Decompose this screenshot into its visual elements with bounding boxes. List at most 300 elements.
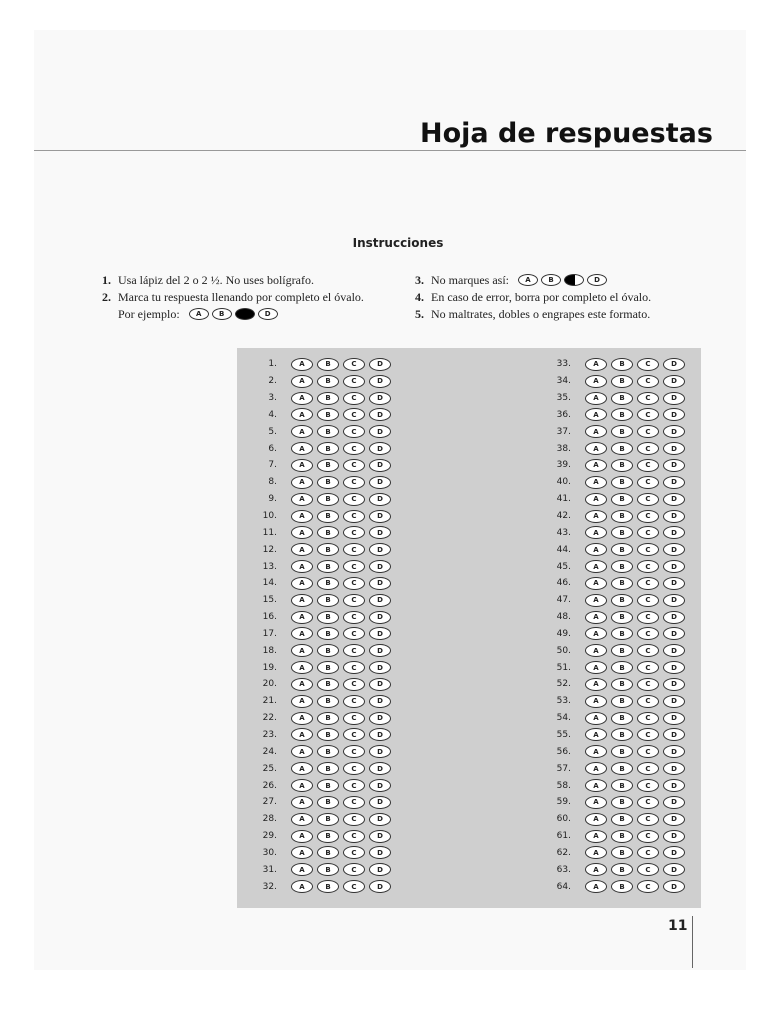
answer-bubble-d[interactable]: D: [663, 442, 685, 455]
answer-bubble-b[interactable]: B: [611, 560, 633, 573]
answer-bubble-d[interactable]: D: [663, 745, 685, 758]
question-row: [533, 811, 689, 828]
answer-bubble-c[interactable]: C: [343, 543, 365, 556]
answer-bubble-d[interactable]: D: [663, 728, 685, 741]
answer-bubble-d[interactable]: D: [369, 661, 391, 674]
answer-bubble-b[interactable]: B: [317, 476, 339, 489]
answer-bubble-b[interactable]: B: [317, 695, 339, 708]
answer-bubble-b[interactable]: B: [611, 712, 633, 725]
answer-bubble-a[interactable]: A: [291, 425, 313, 438]
answer-bubble-d[interactable]: D: [369, 408, 391, 421]
answer-bubble-a[interactable]: A: [291, 543, 313, 556]
answer-bubble-c[interactable]: C: [637, 863, 659, 876]
answer-bubble-c[interactable]: C: [637, 510, 659, 523]
question-row: [237, 693, 395, 710]
answer-bubble-b[interactable]: B: [317, 745, 339, 758]
answer-bubble-c[interactable]: C: [343, 510, 365, 523]
answer-bubble-d[interactable]: D: [663, 543, 685, 556]
question-number: 28.: [262, 814, 277, 825]
answer-bubble-a[interactable]: A: [291, 796, 313, 809]
question-row: [533, 878, 689, 895]
answer-bubble-b[interactable]: B: [317, 712, 339, 725]
answer-bubble-d[interactable]: D: [369, 779, 391, 792]
answer-bubble-d[interactable]: D: [663, 476, 685, 489]
answer-bubble-c[interactable]: C: [343, 358, 365, 371]
answer-bubble-d[interactable]: D: [663, 796, 685, 809]
answer-bubble-a[interactable]: A: [585, 695, 607, 708]
answer-bubble-b[interactable]: B: [611, 392, 633, 405]
question-row: [533, 474, 689, 491]
answer-bubble-c[interactable]: C: [637, 728, 659, 741]
answer-bubble-c[interactable]: C: [637, 846, 659, 859]
answer-bubble-a[interactable]: A: [585, 880, 607, 893]
answer-bubble-c[interactable]: C: [343, 846, 365, 859]
answer-bubble-b[interactable]: B: [611, 813, 633, 826]
answer-bubble-d[interactable]: D: [369, 796, 391, 809]
answer-bubble-c[interactable]: C: [343, 611, 365, 624]
answer-bubble-a[interactable]: A: [291, 813, 313, 826]
instruction-number: 2.: [102, 290, 111, 304]
answer-bubble-c[interactable]: C: [637, 880, 659, 893]
answer-bubble-d[interactable]: D: [663, 678, 685, 691]
answer-bubble-c[interactable]: C: [637, 779, 659, 792]
answer-bubble-d[interactable]: D: [663, 392, 685, 405]
answer-bubble-d[interactable]: D: [369, 611, 391, 624]
answer-bubble-d[interactable]: D: [369, 762, 391, 775]
answer-bubble-a[interactable]: A: [291, 358, 313, 371]
answer-bubble-d[interactable]: D: [663, 526, 685, 539]
answer-bubble-d[interactable]: D: [369, 560, 391, 573]
answer-bubble-d[interactable]: D: [663, 779, 685, 792]
answer-bubble-a[interactable]: A: [291, 830, 313, 843]
answer-bubble-a[interactable]: A: [291, 442, 313, 455]
answer-bubble-b[interactable]: B: [611, 830, 633, 843]
answer-bubble-a[interactable]: A: [291, 644, 313, 657]
question-number: 7.: [268, 460, 277, 471]
answer-bubble-b[interactable]: B: [611, 846, 633, 859]
answer-bubble-d[interactable]: D: [369, 543, 391, 556]
answer-bubble-d[interactable]: D: [369, 880, 391, 893]
answer-bubble-d[interactable]: D: [663, 510, 685, 523]
answer-bubble-a[interactable]: A: [291, 510, 313, 523]
answer-bubble-d[interactable]: D: [663, 459, 685, 472]
answer-bubble-d[interactable]: D: [369, 510, 391, 523]
answer-bubble-a[interactable]: A: [291, 459, 313, 472]
answer-bubble-b[interactable]: B: [317, 728, 339, 741]
answer-bubble-d[interactable]: D: [663, 846, 685, 859]
answer-bubble-a[interactable]: A: [585, 627, 607, 640]
answer-bubble-b[interactable]: B: [317, 846, 339, 859]
example-oval-d: D: [258, 308, 278, 320]
answer-bubble-a[interactable]: A: [585, 476, 607, 489]
answer-bubble-c[interactable]: C: [637, 745, 659, 758]
answer-bubble-d[interactable]: D: [663, 762, 685, 775]
answer-bubble-d[interactable]: D: [663, 425, 685, 438]
answer-bubble-c[interactable]: C: [343, 577, 365, 590]
answer-bubble-c[interactable]: C: [343, 728, 365, 741]
answer-bubble-d[interactable]: D: [663, 408, 685, 421]
question-number: 13.: [262, 561, 277, 572]
answer-bubble-c[interactable]: C: [637, 425, 659, 438]
answer-bubble-a[interactable]: A: [585, 510, 607, 523]
answer-bubble-c[interactable]: C: [343, 712, 365, 725]
answer-bubble-d[interactable]: D: [663, 358, 685, 371]
answer-bubble-d[interactable]: D: [369, 745, 391, 758]
answer-bubble-a[interactable]: A: [585, 863, 607, 876]
answer-bubble-c[interactable]: C: [637, 813, 659, 826]
instruction-number: 5.: [415, 307, 424, 321]
answer-bubble-d[interactable]: D: [369, 846, 391, 859]
answer-bubble-b[interactable]: B: [611, 863, 633, 876]
answer-bubble-b[interactable]: B: [317, 425, 339, 438]
answer-bubble-b[interactable]: B: [611, 543, 633, 556]
answer-bubble-b[interactable]: B: [317, 560, 339, 573]
question-number: 61.: [556, 831, 571, 842]
answer-bubble-a[interactable]: A: [291, 745, 313, 758]
answer-bubble-c[interactable]: C: [637, 830, 659, 843]
answer-bubble-b[interactable]: B: [317, 644, 339, 657]
answer-bubble-c[interactable]: C: [343, 442, 365, 455]
answer-bubble-a[interactable]: A: [291, 392, 313, 405]
question-number: 39.: [556, 460, 571, 471]
answer-bubble-b[interactable]: B: [611, 459, 633, 472]
answer-bubble-a[interactable]: A: [585, 543, 607, 556]
question-number: 51.: [556, 662, 571, 673]
answer-bubble-c[interactable]: C: [637, 577, 659, 590]
answer-bubble-a[interactable]: A: [291, 695, 313, 708]
answer-bubble-a[interactable]: A: [585, 408, 607, 421]
answer-bubble-b[interactable]: B: [611, 358, 633, 371]
answer-bubble-a[interactable]: A: [585, 577, 607, 590]
answer-bubble-a[interactable]: A: [291, 627, 313, 640]
answer-bubble-d[interactable]: D: [663, 863, 685, 876]
answer-bubble-a[interactable]: A: [291, 678, 313, 691]
question-number: 25.: [262, 763, 277, 774]
answer-bubble-b[interactable]: B: [317, 611, 339, 624]
answer-bubble-b[interactable]: B: [611, 779, 633, 792]
question-number: 32.: [262, 881, 277, 892]
answer-bubble-a[interactable]: A: [585, 779, 607, 792]
question-number: 30.: [262, 847, 277, 858]
answer-bubble-b[interactable]: B: [611, 577, 633, 590]
answer-bubble-c[interactable]: C: [343, 425, 365, 438]
answer-bubble-c[interactable]: C: [343, 745, 365, 758]
answer-bubble-d[interactable]: D: [369, 577, 391, 590]
answer-bubble-c[interactable]: C: [343, 863, 365, 876]
answer-bubble-a[interactable]: A: [585, 375, 607, 388]
answer-bubble-a[interactable]: A: [585, 594, 607, 607]
question-row: [533, 760, 689, 777]
answer-bubble-b[interactable]: B: [611, 728, 633, 741]
answer-bubble-d[interactable]: D: [369, 442, 391, 455]
answer-bubble-d[interactable]: D: [369, 459, 391, 472]
answer-bubble-d[interactable]: D: [663, 830, 685, 843]
answer-bubble-a[interactable]: A: [291, 493, 313, 506]
answer-bubble-c[interactable]: C: [343, 661, 365, 674]
answer-bubble-b[interactable]: B: [611, 627, 633, 640]
answer-bubble-c[interactable]: C: [343, 695, 365, 708]
answer-bubble-a[interactable]: A: [585, 425, 607, 438]
answer-bubble-a[interactable]: A: [291, 846, 313, 859]
answer-bubble-b[interactable]: B: [611, 611, 633, 624]
answer-bubble-c[interactable]: C: [343, 408, 365, 421]
answer-bubble-c[interactable]: C: [637, 408, 659, 421]
answer-bubble-c[interactable]: C: [343, 493, 365, 506]
answer-bubble-b[interactable]: B: [317, 459, 339, 472]
answer-bubble-a[interactable]: A: [585, 846, 607, 859]
question-number: 53.: [556, 696, 571, 707]
answer-bubble-a[interactable]: A: [291, 611, 313, 624]
answer-bubble-d[interactable]: D: [663, 577, 685, 590]
answer-bubble-d[interactable]: D: [663, 611, 685, 624]
answer-bubble-c[interactable]: C: [637, 796, 659, 809]
answer-bubble-c[interactable]: C: [637, 762, 659, 775]
question-number: 15.: [262, 595, 277, 606]
answer-bubble-c[interactable]: C: [637, 695, 659, 708]
answer-bubble-d[interactable]: D: [369, 375, 391, 388]
answer-bubble-d[interactable]: D: [369, 830, 391, 843]
answer-bubble-a[interactable]: A: [291, 863, 313, 876]
answer-bubble-d[interactable]: D: [663, 661, 685, 674]
answer-bubble-c[interactable]: C: [637, 678, 659, 691]
answer-bubble-b[interactable]: B: [317, 358, 339, 371]
question-row: [237, 626, 395, 643]
answer-bubble-a[interactable]: A: [585, 830, 607, 843]
answer-bubble-b[interactable]: B: [611, 678, 633, 691]
answer-bubble-a[interactable]: A: [291, 712, 313, 725]
answer-bubble-a[interactable]: A: [585, 611, 607, 624]
question-number: 2.: [268, 376, 277, 387]
answer-bubble-a[interactable]: A: [585, 796, 607, 809]
answer-bubble-b[interactable]: B: [317, 813, 339, 826]
answer-bubble-a[interactable]: A: [291, 560, 313, 573]
instruction-item: [415, 306, 651, 322]
answer-bubble-a[interactable]: A: [585, 459, 607, 472]
answer-bubble-d[interactable]: D: [663, 644, 685, 657]
answer-bubble-b[interactable]: B: [317, 830, 339, 843]
answer-bubble-a[interactable]: A: [291, 728, 313, 741]
answer-bubble-d[interactable]: D: [663, 813, 685, 826]
answer-bubble-b[interactable]: B: [317, 577, 339, 590]
answer-bubble-c[interactable]: C: [343, 375, 365, 388]
answer-bubble-d[interactable]: D: [369, 813, 391, 826]
answer-bubble-a[interactable]: A: [291, 779, 313, 792]
answer-bubble-a[interactable]: A: [291, 408, 313, 421]
answer-bubble-d[interactable]: D: [663, 493, 685, 506]
answer-bubble-a[interactable]: A: [585, 442, 607, 455]
answer-bubble-c[interactable]: C: [343, 459, 365, 472]
answer-bubble-b[interactable]: B: [317, 678, 339, 691]
answer-bubble-a[interactable]: A: [291, 476, 313, 489]
answer-bubble-c[interactable]: C: [343, 830, 365, 843]
answer-bubble-a[interactable]: A: [291, 526, 313, 539]
answer-bubble-c[interactable]: C: [343, 880, 365, 893]
answer-bubble-c[interactable]: C: [343, 627, 365, 640]
question-number: 47.: [556, 595, 571, 606]
answer-bubble-a[interactable]: A: [291, 880, 313, 893]
answer-bubble-b[interactable]: B: [317, 880, 339, 893]
answer-bubble-d[interactable]: D: [369, 476, 391, 489]
answer-bubble-c[interactable]: C: [343, 678, 365, 691]
answer-bubble-b[interactable]: B: [317, 863, 339, 876]
answer-bubble-d[interactable]: D: [663, 560, 685, 573]
answer-bubble-c[interactable]: C: [637, 594, 659, 607]
question-row: [533, 491, 689, 508]
question-number: 64.: [556, 881, 571, 892]
question-number: 31.: [262, 864, 277, 875]
answer-bubble-b[interactable]: B: [611, 796, 633, 809]
answer-bubble-d[interactable]: D: [663, 375, 685, 388]
answer-bubble-a[interactable]: A: [585, 560, 607, 573]
answer-bubble-a[interactable]: A: [585, 813, 607, 826]
answer-bubble-d[interactable]: D: [369, 594, 391, 607]
answer-bubble-a[interactable]: A: [291, 577, 313, 590]
answer-bubble-b[interactable]: B: [611, 476, 633, 489]
answer-bubble-d[interactable]: D: [663, 594, 685, 607]
answer-bubble-b[interactable]: B: [611, 661, 633, 674]
answer-bubble-c[interactable]: C: [343, 392, 365, 405]
answer-bubble-b[interactable]: B: [611, 594, 633, 607]
question-number: 18.: [262, 645, 277, 656]
answer-bubble-b[interactable]: B: [611, 442, 633, 455]
answer-bubble-c[interactable]: C: [343, 813, 365, 826]
answer-bubble-c[interactable]: C: [637, 459, 659, 472]
answer-bubble-d[interactable]: D: [369, 728, 391, 741]
question-row: [533, 676, 689, 693]
answer-bubble-a[interactable]: A: [585, 728, 607, 741]
question-row: [533, 440, 689, 457]
answer-bubble-d[interactable]: D: [663, 695, 685, 708]
answer-bubble-d[interactable]: D: [369, 425, 391, 438]
answer-bubble-c[interactable]: C: [637, 712, 659, 725]
answer-bubble-b[interactable]: B: [317, 594, 339, 607]
answer-bubble-a[interactable]: A: [585, 745, 607, 758]
page-number: 11: [668, 918, 688, 934]
answer-bubble-d[interactable]: D: [369, 627, 391, 640]
answer-bubble-b[interactable]: B: [611, 745, 633, 758]
instruction-text: No maltrates, dobles o engrapes este formato.: [431, 307, 651, 321]
question-number: 6.: [268, 443, 277, 454]
answer-bubble-d[interactable]: D: [663, 712, 685, 725]
answer-bubble-c[interactable]: C: [637, 493, 659, 506]
answer-bubble-c[interactable]: C: [343, 594, 365, 607]
answer-bubble-a[interactable]: A: [585, 678, 607, 691]
question-row: [533, 743, 689, 760]
answer-bubble-b[interactable]: B: [611, 408, 633, 421]
answer-bubble-d[interactable]: D: [663, 627, 685, 640]
answer-bubble-a[interactable]: A: [291, 375, 313, 388]
question-number: 27.: [262, 797, 277, 808]
answer-bubble-a[interactable]: A: [585, 358, 607, 371]
answer-bubble-c[interactable]: C: [343, 779, 365, 792]
answer-bubble-a[interactable]: A: [585, 762, 607, 775]
question-row: [237, 474, 395, 491]
answer-bubble-b[interactable]: B: [317, 510, 339, 523]
answer-bubble-c[interactable]: C: [637, 661, 659, 674]
answer-bubble-a[interactable]: A: [585, 526, 607, 539]
answer-bubble-b[interactable]: B: [611, 695, 633, 708]
answer-bubble-a[interactable]: A: [585, 493, 607, 506]
question-number: 1.: [268, 359, 277, 370]
question-row: [237, 676, 395, 693]
answer-bubble-c[interactable]: C: [343, 762, 365, 775]
answer-bubble-b[interactable]: B: [317, 661, 339, 674]
answer-bubble-d[interactable]: D: [369, 678, 391, 691]
question-number: 19.: [262, 662, 277, 673]
answer-bubble-c[interactable]: C: [343, 644, 365, 657]
answer-bubble-b[interactable]: B: [317, 796, 339, 809]
answer-bubble-b[interactable]: B: [611, 425, 633, 438]
answer-bubble-a[interactable]: A: [291, 594, 313, 607]
answer-bubble-b[interactable]: B: [317, 762, 339, 775]
answer-bubble-b[interactable]: B: [611, 510, 633, 523]
answer-bubble-b[interactable]: B: [317, 408, 339, 421]
answer-bubble-b[interactable]: B: [611, 493, 633, 506]
answer-bubble-d[interactable]: D: [369, 358, 391, 371]
answer-bubble-d[interactable]: D: [369, 493, 391, 506]
answer-bubble-b[interactable]: B: [317, 627, 339, 640]
answer-bubble-b[interactable]: B: [317, 392, 339, 405]
answer-bubble-b[interactable]: B: [611, 644, 633, 657]
answer-bubble-c[interactable]: C: [343, 526, 365, 539]
answer-bubble-b[interactable]: B: [317, 493, 339, 506]
answer-bubble-b[interactable]: B: [317, 526, 339, 539]
answer-bubble-c[interactable]: C: [637, 560, 659, 573]
answer-bubble-b[interactable]: B: [317, 375, 339, 388]
answer-bubble-d[interactable]: D: [369, 863, 391, 876]
answer-bubble-a[interactable]: A: [585, 661, 607, 674]
answer-bubble-c[interactable]: C: [343, 796, 365, 809]
answer-bubble-c[interactable]: C: [637, 392, 659, 405]
answer-bubble-b[interactable]: B: [611, 880, 633, 893]
answer-bubble-a[interactable]: A: [585, 644, 607, 657]
answer-bubble-c[interactable]: C: [637, 476, 659, 489]
answer-bubble-a[interactable]: A: [585, 392, 607, 405]
answer-bubble-c[interactable]: C: [637, 375, 659, 388]
answer-bubble-c[interactable]: C: [637, 543, 659, 556]
answer-bubble-d[interactable]: D: [369, 695, 391, 708]
answer-bubble-c[interactable]: C: [637, 442, 659, 455]
question-number: 3.: [268, 393, 277, 404]
answer-bubble-c[interactable]: C: [637, 627, 659, 640]
answer-bubble-b[interactable]: B: [611, 526, 633, 539]
answer-bubble-d[interactable]: D: [369, 644, 391, 657]
answer-bubble-d[interactable]: D: [369, 526, 391, 539]
answer-bubble-c[interactable]: C: [343, 560, 365, 573]
answer-bubble-c[interactable]: C: [637, 358, 659, 371]
answer-bubble-c[interactable]: C: [637, 526, 659, 539]
answer-bubble-b[interactable]: B: [611, 375, 633, 388]
answer-bubble-c[interactable]: C: [343, 476, 365, 489]
answer-bubble-a[interactable]: A: [291, 661, 313, 674]
answer-bubble-c[interactable]: C: [637, 611, 659, 624]
answer-bubble-d[interactable]: D: [369, 712, 391, 725]
answer-bubble-b[interactable]: B: [317, 543, 339, 556]
answer-bubble-c[interactable]: C: [637, 644, 659, 657]
question-number: 14.: [262, 578, 277, 589]
answer-bubble-b[interactable]: B: [317, 779, 339, 792]
answer-bubble-d[interactable]: D: [663, 880, 685, 893]
question-row: [533, 407, 689, 424]
answer-bubble-d[interactable]: D: [369, 392, 391, 405]
example-oval-b: B: [212, 308, 232, 320]
answer-bubble-a[interactable]: A: [291, 762, 313, 775]
answer-bubble-b[interactable]: B: [317, 442, 339, 455]
answer-bubble-a[interactable]: A: [585, 712, 607, 725]
question-row: [237, 811, 395, 828]
answer-bubble-b[interactable]: B: [611, 762, 633, 775]
question-number: 12.: [262, 544, 277, 555]
